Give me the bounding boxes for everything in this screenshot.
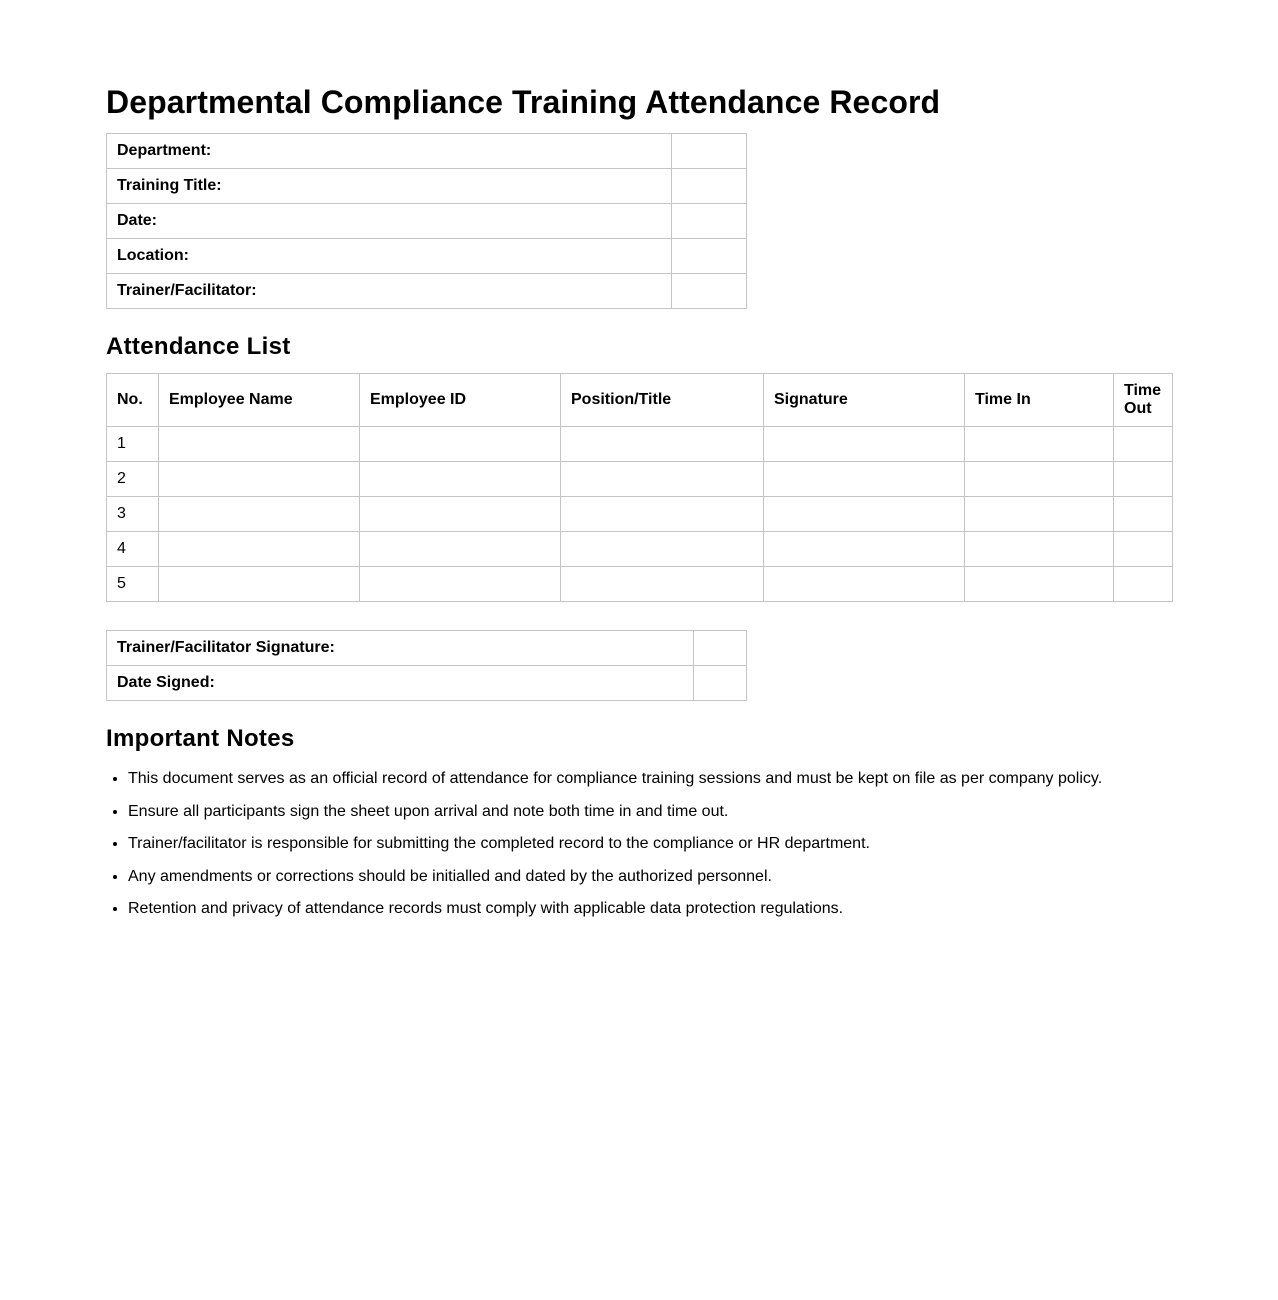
time-in-cell[interactable] <box>965 427 1114 462</box>
signature-cell[interactable] <box>764 497 965 532</box>
position-cell[interactable] <box>561 427 764 462</box>
position-cell[interactable] <box>561 497 764 532</box>
column-header-no: No. <box>107 374 159 427</box>
attendance-table <box>106 373 1173 602</box>
attendance-header-row <box>107 374 1173 427</box>
time-out-cell[interactable] <box>1114 567 1173 602</box>
employee-id-cell[interactable] <box>360 532 561 567</box>
employee-name-cell[interactable] <box>159 462 360 497</box>
position-cell[interactable] <box>561 567 764 602</box>
signature-cell[interactable] <box>764 427 965 462</box>
table-row <box>107 462 1173 497</box>
info-row-location <box>107 239 747 274</box>
table-row <box>107 532 1173 567</box>
employee-id-cell[interactable] <box>360 497 561 532</box>
attendance-heading: Attendance List <box>106 333 291 360</box>
row-number: 1 <box>107 427 159 462</box>
employee-name-cell[interactable] <box>159 567 360 602</box>
info-row-trainer <box>107 274 747 309</box>
notes-heading: Important Notes <box>106 725 295 752</box>
notes-list <box>106 768 1168 931</box>
time-in-cell[interactable] <box>965 497 1114 532</box>
row-number: 4 <box>107 532 159 567</box>
time-out-cell[interactable] <box>1114 497 1173 532</box>
row-number: 3 <box>107 497 159 532</box>
training-title-field[interactable] <box>672 169 747 204</box>
training-info-table <box>106 133 747 309</box>
row-number: 2 <box>107 462 159 497</box>
info-label: Location: <box>107 239 672 274</box>
list-item: • Ensure all participants sign the sheet upon arrival and note both time in and time out. <box>128 801 1168 823</box>
position-cell[interactable] <box>561 532 764 567</box>
info-row-department <box>107 134 747 169</box>
column-header-time-in: Time In <box>965 374 1114 427</box>
sign-off-row-date <box>107 666 747 701</box>
employee-name-cell[interactable] <box>159 427 360 462</box>
info-row-date <box>107 204 747 239</box>
sign-off-label: Trainer/Facilitator Signature: <box>107 631 694 666</box>
trainer-signature-field[interactable] <box>694 631 747 666</box>
list-item: • Trainer/facilitator is responsible for submitting the completed record to the compliance or HR department. <box>128 833 1168 855</box>
table-row <box>107 427 1173 462</box>
table-row <box>107 567 1173 602</box>
employee-id-cell[interactable] <box>360 567 561 602</box>
employee-id-cell[interactable] <box>360 427 561 462</box>
time-in-cell[interactable] <box>965 532 1114 567</box>
list-item: • Any amendments or corrections should be initialled and dated by the authorized personnel. <box>128 866 1168 888</box>
row-number: 5 <box>107 567 159 602</box>
time-out-cell[interactable] <box>1114 462 1173 497</box>
time-out-cell[interactable] <box>1114 532 1173 567</box>
sign-off-label: Date Signed: <box>107 666 694 701</box>
info-label: Training Title: <box>107 169 672 204</box>
info-label: Department: <box>107 134 672 169</box>
column-header-employee-id: Employee ID <box>360 374 561 427</box>
column-header-employee-name: Employee Name <box>159 374 360 427</box>
list-item: • This document serves as an official record of attendance for compliance training sessions and must be kept on file as per company policy. <box>128 768 1168 790</box>
employee-id-cell[interactable] <box>360 462 561 497</box>
column-header-signature: Signature <box>764 374 965 427</box>
info-row-training-title <box>107 169 747 204</box>
date-field[interactable] <box>672 204 747 239</box>
table-row <box>107 497 1173 532</box>
trainer-field[interactable] <box>672 274 747 309</box>
column-header-time-out: Time Out <box>1114 374 1173 427</box>
info-label: Trainer/Facilitator: <box>107 274 672 309</box>
position-cell[interactable] <box>561 462 764 497</box>
signature-cell[interactable] <box>764 532 965 567</box>
page-title: Departmental Compliance Training Attendance Record <box>106 84 941 120</box>
info-label: Date: <box>107 204 672 239</box>
sign-off-row-signature <box>107 631 747 666</box>
location-field[interactable] <box>672 239 747 274</box>
column-header-position: Position/Title <box>561 374 764 427</box>
time-in-cell[interactable] <box>965 567 1114 602</box>
sign-off-table <box>106 630 747 701</box>
department-field[interactable] <box>672 134 747 169</box>
signature-cell[interactable] <box>764 462 965 497</box>
time-out-cell[interactable] <box>1114 427 1173 462</box>
list-item: • Retention and privacy of attendance records must comply with applicable data protection regulations. <box>128 898 1168 920</box>
signature-cell[interactable] <box>764 567 965 602</box>
employee-name-cell[interactable] <box>159 497 360 532</box>
time-in-cell[interactable] <box>965 462 1114 497</box>
employee-name-cell[interactable] <box>159 532 360 567</box>
date-signed-field[interactable] <box>694 666 747 701</box>
